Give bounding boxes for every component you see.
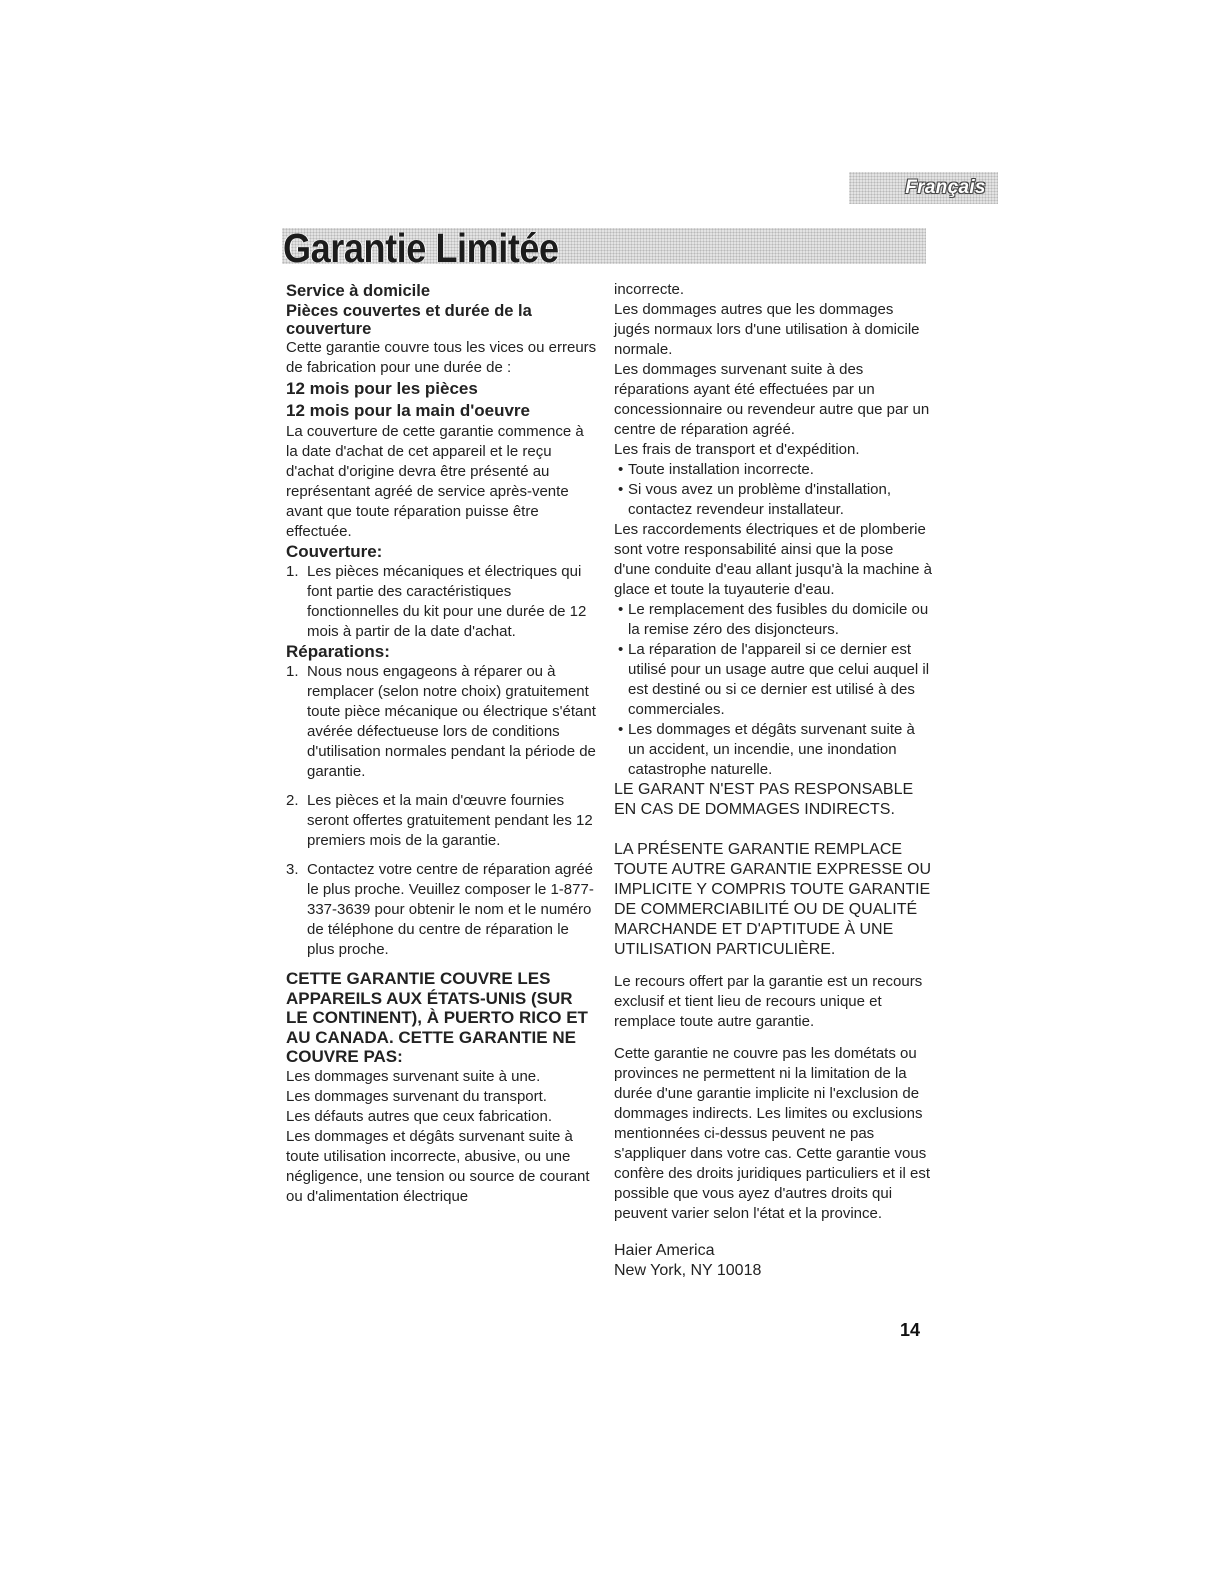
coverage-region-heading: CETTE GARANTIE COUVRE LES APPAREILS AUX ÉTATS-UNIS (SUR LE CONTINENT), À PUERTO RICO ET AU CANADA. CETTE GARANTIE NE COUVRE PAS: (286, 969, 588, 1067)
item-number: 1. (286, 563, 299, 580)
item-number: 3. (286, 861, 299, 878)
item-text: Contactez votre centre de réparation agréé le plus proche. Veuillez composer le 1-877-337-3639 pour obtenir le nom et le numéro de téléphone du centre de réparation le plus proche. (307, 861, 594, 958)
repairs-heading: Réparations: (286, 642, 390, 661)
bullet-item: • La réparation de l'appareil si ce dernier est utilisé pour un usage autre que celui auquel il est destiné ou si ce dernier est utilisé à des commerciales. (614, 640, 932, 720)
list-item (286, 662, 598, 782)
exclusion-line: Les dommages survenant suite à des réparations ayant été effectuées par un concessionnaire ou revendeur autre que par un centre de réparation agréé. (614, 361, 930, 438)
plumbing-text: Les raccordements électriques et de plomberie sont votre responsabilité ainsi que la pose d'une conduite d'eau allant jusqu'à la machine à glace et toute la tuyauterie d'eau. (614, 521, 932, 598)
bullet-item: • Toute installation incorrecte. (614, 460, 932, 480)
exclusion-line: Les dommages survenant du transport. (286, 1087, 547, 1105)
item-text: Les pièces mécaniques et électriques qui font partie des caractéristiques fonctionnelles du kit pour une durée de 12 mois à partir de la date d'achat. (307, 563, 587, 640)
section-heading-service: Service à domicile (286, 282, 430, 300)
coverage-list (286, 562, 598, 642)
exclusion-line: Les dommages et dégâts survenant suite à toute utilisation incorrecte, abusive, ou une négligence, une tension ou source de courant ou d'alimentation électrique (286, 1127, 590, 1205)
repairs-list (286, 662, 598, 960)
remedy-text: Le recours offert par la garantie est un recours exclusif et tient lieu de recours unique et remplace toute autre garantie. (614, 973, 923, 1030)
pieces-text: Cette garantie couvre tous les vices ou erreurs de fabrication pour une durée de : (286, 339, 597, 376)
exclusion-line: Les dommages survenant suite à une. (286, 1067, 541, 1085)
exclusion-line: Les frais de transport et d'expédition. (614, 441, 860, 458)
months-labor-heading: 12 mois pour la main d'oeuvre (286, 401, 531, 420)
state-rights-text: Cette garantie ne couvre pas les dométats ou provinces ne permettent ni la limitation de la durée d'une garantie implicite ni l'exclusion de dommages indirects. Les limites ou exclusions mentionnées ci-dessus peuvent ne pas s'appliquer dans votre cas. Cette garantie vous confère des droits juridiques particuliers et il est possible que vous ayez d'autres droits qui peuvent varier selon l'état et la province. (614, 1045, 930, 1222)
company-city: New York, NY 10018 (614, 1262, 762, 1279)
continued-text: incorrecte. (614, 281, 685, 298)
item-number: 1. (286, 663, 299, 680)
months-parts-heading: 12 mois pour les pièces (286, 379, 478, 398)
pieces-heading: Pièces couvertes et durée de la couverture (286, 302, 532, 338)
left-column (286, 280, 598, 1207)
bullet-item: • Le remplacement des fusibles du domicile ou la remise zéro des disjoncteurs. (614, 600, 932, 640)
coverage-heading: Couverture: (286, 542, 383, 561)
page-title: Garantie Limitée (283, 225, 559, 271)
exclusion-line: Les dommages autres que les dommages jugés normaux lors d'une utilisation à domicile normale. (614, 301, 920, 358)
company-name: Haier America (614, 1242, 715, 1259)
list-item (286, 562, 598, 642)
language-tab (849, 172, 998, 204)
labor-text: La couverture de cette garantie commence à la date d'achat de cet appareil et le reçu d'achat d'origine devra être présenté au représentant agréé de service après-vente avant que toute réparation puisse être effectuée. (286, 423, 584, 540)
bullet-item: • Les dommages et dégâts survenant suite à un accident, un incendie, une inondation catastrophe naturelle. (614, 720, 932, 780)
list-item (286, 860, 598, 960)
exclusion-line: Les défauts autres que ceux fabrication. (286, 1107, 553, 1125)
warranty-replacement-notice: LA PRÉSENTE GARANTIE REMPLACE TOUTE AUTRE GARANTIE EXPRESSE OU IMPLICITE Y COMPRIS TOUTE GARANTIE DE COMMERCIABILITÉ OU DE QUALITÉ MARCHANDE ET D'APTITUDE À UNE UTILISATION PARTICULIÈRE. (614, 841, 932, 958)
item-text: Les pièces et la main d'œuvre fournies seront offertes gratuitement pendant les 12 premiers mois de la garantie. (307, 792, 593, 849)
page-number: 14 (900, 1320, 921, 1340)
liability-notice: LE GARANT N'EST PAS RESPONSABLE EN CAS DE DOMMAGES INDIRECTS. (614, 781, 914, 818)
bullet-item: • Si vous avez un problème d'installation, contactez revendeur installateur. (614, 480, 932, 520)
item-number: 2. (286, 792, 299, 809)
language-label: Français (905, 177, 986, 198)
list-item (286, 791, 598, 851)
right-column (614, 280, 932, 1281)
item-text: Nous nous engageons à réparer ou à remplacer (selon notre choix) gratuitement toute pièce mécanique ou électrique s'étant avérée défectueuse lors de conditions d'utilisation normales pendant la période de garantie. (307, 663, 596, 780)
